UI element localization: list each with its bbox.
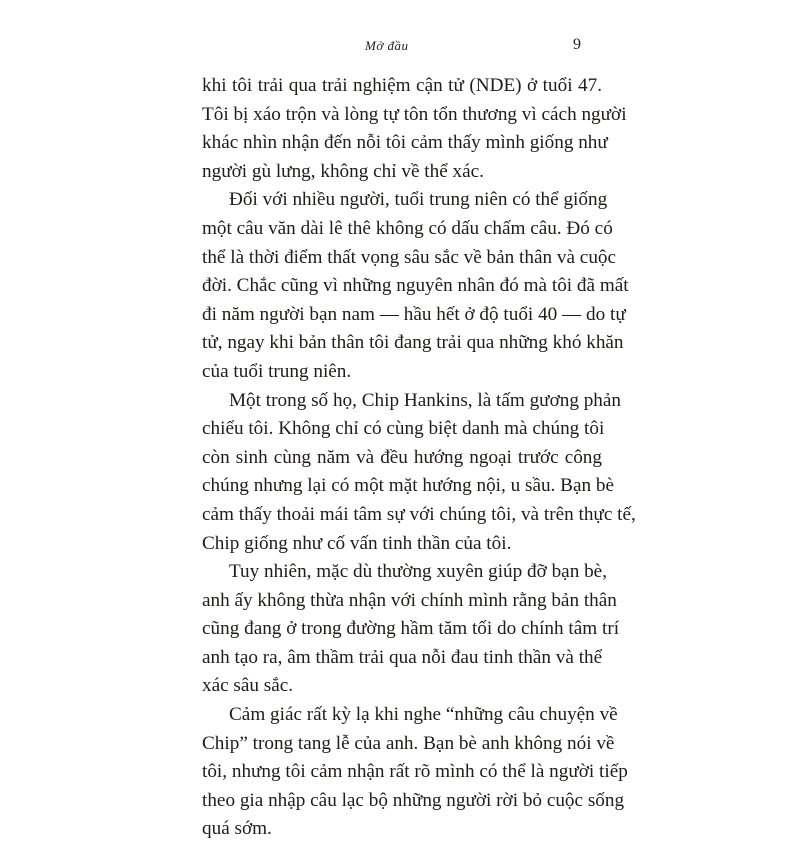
text-line: cảm thấy thoải mái tâm sự với chúng tôi, và trên thực tế, (202, 503, 636, 525)
text-line: còn sinh cùng năm và đều hướng ngoại trước công (202, 446, 602, 468)
text-line: quá sớm. (202, 818, 272, 840)
paragraph (202, 558, 620, 701)
text-line: Tuy nhiên, mặc dù thường xuyên giúp đỡ bạn bè, (229, 561, 607, 583)
text-line: xác sâu sắc. (202, 675, 294, 697)
text-line: khác nhìn nhận đến nỗi tôi cảm thấy mình giống như (202, 132, 608, 154)
running-head (0, 38, 800, 58)
text-line: cũng đang ở trong đường hầm tăm tối do chính tâm trí (202, 618, 620, 640)
text-line: anh tạo ra, âm thầm trải qua nỗi đau tinh thần và thể (202, 646, 603, 668)
paragraph (202, 387, 636, 559)
paragraph (202, 72, 627, 186)
chapter-title: Mở đầu (365, 38, 409, 53)
text-line: anh ấy không thừa nhận với chính mình rằng bản thân (202, 589, 617, 611)
text-line: chúng nhưng lại có một mặt hướng nội, u sầu. Bạn bè (202, 475, 614, 497)
text-line: chiếu tôi. Không chỉ có cùng biệt danh mà chúng tôi (202, 418, 605, 440)
paragraph (202, 701, 628, 844)
text-line: đời. Chắc cũng vì những nguyên nhân đó mà tôi đã mất (202, 275, 629, 297)
text-line: tôi, nhưng tôi cảm nhận rất rõ mình có thể là người tiếp (202, 761, 628, 783)
text-line: Tôi bị xáo trộn và lòng tự tôn tổn thương vì cách người (202, 103, 627, 125)
text-line: thể là thời điểm thất vọng sâu sắc về bản thân và cuộc (202, 246, 617, 268)
text-line: người gù lưng, không chỉ về thể xác. (202, 160, 484, 182)
text-line: một câu văn dài lê thê không có dấu chấm câu. Đó có (202, 217, 613, 239)
text-line: theo gia nhập câu lạc bộ những người rời bỏ cuộc sống (202, 789, 625, 811)
text-line: Chip giống như cố vấn tinh thần của tôi. (202, 532, 512, 554)
text-line: khi tôi trải qua trải nghiệm cận tử (NDE) ở tuổi 47. (202, 75, 602, 96)
text-line: Đối với nhiều người, tuổi trung niên có thể giống (229, 189, 608, 211)
text-line: của tuổi trung niên. (202, 360, 352, 382)
text-line: Một trong số họ, Chip Hankins, là tấm gương phản (229, 389, 622, 411)
paragraph (202, 186, 629, 386)
body-text (202, 72, 636, 844)
text-line: Cảm giác rất kỳ lạ khi nghe “những câu chuyện về (229, 704, 618, 726)
text-line: tử, ngay khi bản thân tôi đang trải qua những khó khăn (202, 332, 624, 354)
page-number: 9 (573, 36, 581, 53)
text-line: Chip” trong tang lễ của anh. Bạn bè anh không nói về (202, 732, 615, 754)
text-line: đi năm người bạn nam — hầu hết ở độ tuổi 40 — do tự (202, 303, 626, 325)
